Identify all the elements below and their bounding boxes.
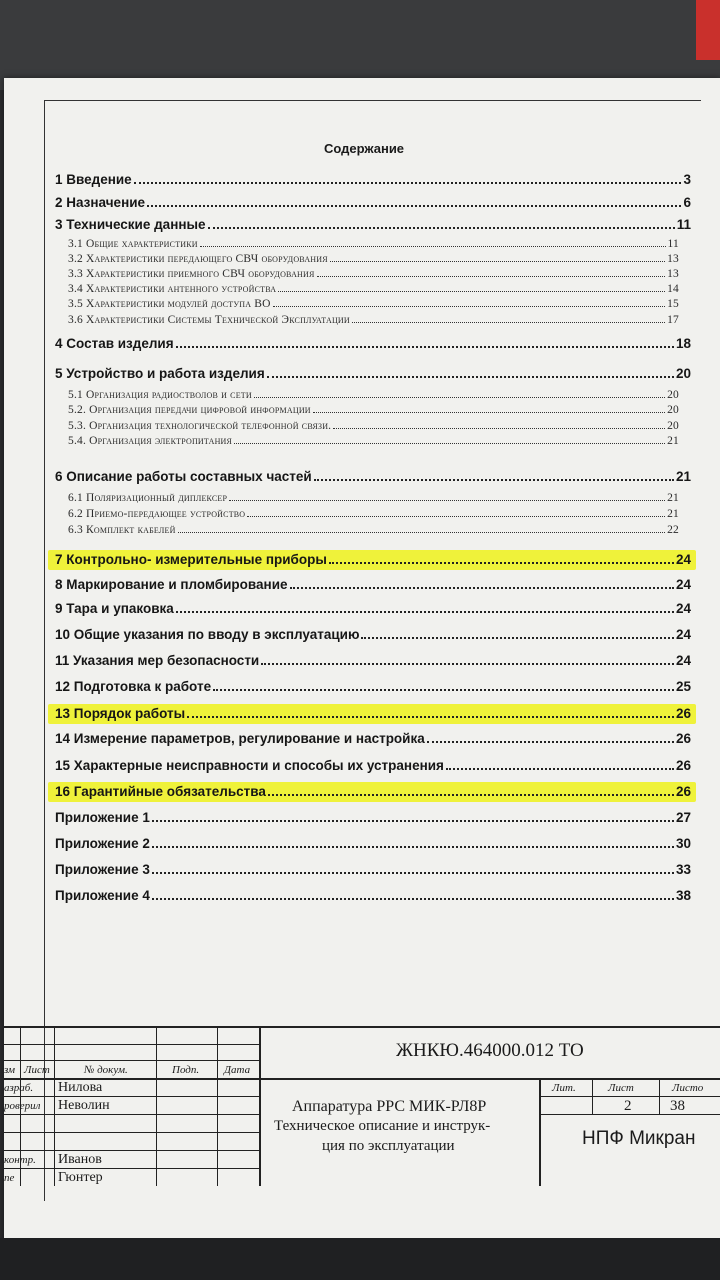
toc-entry-label: 5.1 Организация радиостволов и сети — [68, 389, 252, 401]
background-top — [0, 0, 720, 90]
toc-leader-dots — [329, 562, 674, 564]
person-approved: Гюнтер — [58, 1170, 103, 1185]
toc-entry-label: 6 Описание работы составных частей — [55, 469, 312, 484]
toc-leader-dots — [267, 376, 674, 378]
toc-leader-dots — [330, 261, 665, 262]
toc-entry[interactable] — [68, 492, 679, 504]
toc-entry-page: 38 — [675, 888, 691, 903]
toc-entry-label: 3.4 Характеристики антенного устройства — [68, 283, 277, 295]
toc-entry-label: 10 Общие указания по вводу в эксплуатацию — [55, 627, 360, 642]
toc-entry-page: 33 — [675, 862, 691, 877]
toc-entry[interactable] — [68, 524, 679, 536]
toc-leader-dots — [152, 846, 674, 848]
toc-entry[interactable] — [55, 862, 691, 877]
toc-entry[interactable] — [68, 253, 679, 265]
toc-entry-page: 27 — [675, 810, 691, 825]
toc-entry-label: Приложение 3 — [55, 862, 150, 877]
toc-entry-label: 7 Контрольно- измерительные приборы — [55, 552, 327, 567]
toc-leader-dots — [234, 443, 665, 444]
toc-leader-dots — [152, 898, 674, 900]
toc-entry-page: 26 — [675, 758, 691, 773]
toc-entry[interactable] — [55, 366, 691, 381]
role-checker: роверил — [4, 1100, 41, 1112]
toc-entry-label: 3.5 Характеристики модулей доступа ВО — [68, 298, 271, 310]
role-developer: азраб. — [4, 1082, 34, 1094]
toc-entry-label: 8 Маркирование и пломбирование — [55, 577, 288, 592]
toc-entry[interactable] — [55, 888, 691, 903]
toc-entry-label: 15 Характерные неисправности и способы их устранения — [55, 758, 444, 773]
toc-entry-page: 30 — [675, 836, 691, 851]
toc-entry[interactable] — [55, 601, 691, 616]
toc-leader-dots — [352, 322, 665, 323]
toc-entry-label: Приложение 2 — [55, 836, 150, 851]
toc-leader-dots — [213, 689, 674, 691]
toc-entry[interactable] — [68, 389, 679, 401]
toc-entry-label: 4 Состав изделия — [55, 336, 174, 351]
toc-entry-page: 17 — [667, 314, 679, 326]
toc-entry-label: 9 Тара и упаковка — [55, 601, 174, 616]
toc-leader-dots — [187, 716, 674, 718]
background-bottom — [0, 1238, 720, 1280]
toc-leader-dots — [247, 516, 665, 517]
toc-entry[interactable] — [68, 238, 679, 250]
toc-leader-dots — [229, 500, 665, 501]
lit-label: Лит. — [552, 1082, 576, 1094]
person-norm-control: Иванов — [58, 1152, 102, 1167]
toc-entry-label: 6.3 Комплект кабелей — [68, 524, 176, 536]
toc-leader-dots — [427, 741, 674, 743]
toc-entry[interactable] — [68, 508, 679, 520]
toc-entry-label: Приложение 4 — [55, 888, 150, 903]
toc-entry-page: 26 — [675, 731, 691, 746]
toc-entry[interactable] — [55, 784, 691, 799]
toc-entry-label: 5 Устройство и работа изделия — [55, 366, 265, 381]
toc-leader-dots — [178, 532, 666, 533]
sheet-label: Лист — [608, 1082, 634, 1094]
toc-entry[interactable] — [55, 758, 691, 773]
toc-entry-page: 21 — [675, 469, 691, 484]
toc-leader-dots — [152, 872, 674, 874]
header-sign: Подп. — [172, 1064, 200, 1076]
toc-entry[interactable] — [68, 435, 679, 447]
toc-entry-label: 14 Измерение параметров, регулирование и настройка — [55, 731, 425, 746]
toc-entry[interactable] — [68, 298, 679, 310]
toc-leader-dots — [200, 246, 666, 247]
toc-entry-label: 3 Технические данные — [55, 217, 206, 232]
toc-leader-dots — [314, 479, 674, 481]
header-date: Дата — [224, 1064, 251, 1076]
toc-entry-page: 24 — [675, 627, 691, 642]
toc-entry-label: 5.4. Организация электропитания — [68, 435, 233, 447]
toc-leader-dots — [152, 820, 674, 822]
toc-entry[interactable] — [55, 336, 691, 351]
toc-entry[interactable] — [55, 653, 691, 668]
toc-entry-page: 21 — [667, 435, 679, 447]
toc-entry[interactable] — [55, 836, 691, 851]
toc-entry-page: 20 — [667, 389, 679, 401]
toc-entry-page: 24 — [675, 601, 691, 616]
company-name: НПФ Микран — [582, 1128, 696, 1149]
toc-entry-page: 24 — [675, 577, 691, 592]
toc-entry-label: 2 Назначение — [55, 195, 146, 210]
red-object-corner — [696, 0, 720, 60]
toc-entry-page: 11 — [667, 238, 679, 250]
toc-entry-page: 14 — [667, 283, 679, 295]
sheets-label: Листо — [672, 1082, 704, 1094]
sheet-number: 2 — [624, 1098, 632, 1114]
role-norm-control: контр. — [4, 1154, 36, 1166]
toc-title: Содержание — [323, 141, 405, 156]
toc-entry-page: 18 — [675, 336, 691, 351]
toc-leader-dots — [134, 182, 682, 184]
document-page — [4, 78, 720, 1248]
toc-entry-label: 3.2 Характеристики передающего СВЧ оборудования — [68, 253, 328, 265]
toc-leader-dots — [268, 794, 674, 796]
toc-entry-page: 22 — [667, 524, 679, 536]
toc-leader-dots — [313, 412, 665, 413]
toc-entry-page: 11 — [676, 217, 691, 232]
toc-entry[interactable] — [55, 217, 691, 232]
toc-entry-label: 11 Указания мер безопасности — [55, 653, 260, 668]
toc-entry-label: 6.1 Поляризационный диплексер — [68, 492, 228, 504]
toc-entry-label: 16 Гарантийные обязательства — [55, 784, 266, 799]
toc-entry-page: 13 — [667, 253, 679, 265]
toc-entry[interactable] — [55, 810, 691, 825]
header-list: Лист — [24, 1064, 50, 1076]
toc-leader-dots — [290, 587, 674, 589]
product-desc-2: ция по эксплуатации — [322, 1138, 455, 1154]
toc-entry-page: 26 — [675, 706, 691, 721]
toc-entry-label: 3.6 Характеристики Системы Технической Эксплуатации — [68, 314, 350, 326]
toc-entry[interactable] — [55, 577, 691, 592]
toc-leader-dots — [361, 637, 673, 639]
title-block — [4, 1026, 720, 1186]
toc-leader-dots — [254, 397, 665, 398]
role-approved: пе — [4, 1172, 15, 1184]
toc-entry-label: 6.2 Приемо-передающее устройство — [68, 508, 246, 520]
toc-entry[interactable] — [55, 706, 691, 721]
toc-entry-label: 1 Введение — [55, 172, 132, 187]
toc-entry-page: 24 — [675, 653, 691, 668]
toc-entry[interactable] — [68, 314, 679, 326]
toc-leader-dots — [176, 346, 674, 348]
person-checker: Неволин — [58, 1098, 110, 1113]
toc-entry-label: 3.3 Характеристики приемного СВЧ оборудования — [68, 268, 315, 280]
toc-entry[interactable] — [55, 731, 691, 746]
toc-entry-label: 5.3. Организация технологической телефонной связи. — [68, 420, 332, 432]
product-desc-1: Техническое описание и инструк- — [274, 1118, 491, 1134]
person-developer: Нилова — [58, 1080, 103, 1095]
toc-entry-label: 5.2. Организация передачи цифровой информации — [68, 404, 311, 416]
toc-entry-page: 20 — [667, 404, 679, 416]
toc-entry[interactable] — [55, 552, 691, 567]
toc-entry-page: 6 — [683, 195, 691, 210]
toc-leader-dots — [278, 291, 665, 292]
toc-entry-label: 12 Подготовка к работе — [55, 679, 212, 694]
toc-entry-page: 25 — [675, 679, 691, 694]
toc-leader-dots — [333, 428, 665, 429]
toc-entry-label: 13 Порядок работы — [55, 706, 186, 721]
toc-leader-dots — [273, 306, 665, 307]
toc-entry[interactable] — [55, 469, 691, 484]
toc-leader-dots — [176, 611, 674, 613]
product-name: Аппаратура РРС МИК-РЛ8Р — [292, 1098, 487, 1115]
toc-leader-dots — [147, 205, 681, 207]
toc-entry[interactable] — [55, 195, 691, 210]
toc-entry-page: 3 — [683, 172, 691, 187]
toc-leader-dots — [261, 663, 674, 665]
toc-entry[interactable] — [55, 627, 691, 642]
header-izm: зм — [4, 1064, 16, 1076]
toc-entry-page: 15 — [667, 298, 679, 310]
toc-leader-dots — [317, 276, 666, 277]
toc-entry[interactable] — [68, 420, 679, 432]
sheets-total: 38 — [670, 1098, 685, 1114]
toc-entry[interactable] — [68, 404, 679, 416]
toc-entry-page: 13 — [667, 268, 679, 280]
toc-entry-page: 26 — [675, 784, 691, 799]
toc-entry[interactable] — [55, 679, 691, 694]
toc-entry-label: 3.1 Общие характеристики — [68, 238, 198, 250]
toc-leader-dots — [446, 768, 674, 770]
toc-leader-dots — [208, 227, 675, 229]
toc-entry[interactable] — [68, 268, 679, 280]
toc-entry-page: 21 — [667, 492, 679, 504]
toc-entry-page: 20 — [675, 366, 691, 381]
toc-entry-page: 20 — [667, 420, 679, 432]
doc-code: ЖНКЮ.464000.012 ТО — [396, 1040, 584, 1061]
toc-entry-page: 21 — [667, 508, 679, 520]
toc-entry-label: Приложение 1 — [55, 810, 150, 825]
toc-entry-page: 24 — [675, 552, 691, 567]
header-doc-num: № докум. — [84, 1064, 128, 1076]
toc-entry[interactable] — [68, 283, 679, 295]
toc-entry[interactable] — [55, 172, 691, 187]
